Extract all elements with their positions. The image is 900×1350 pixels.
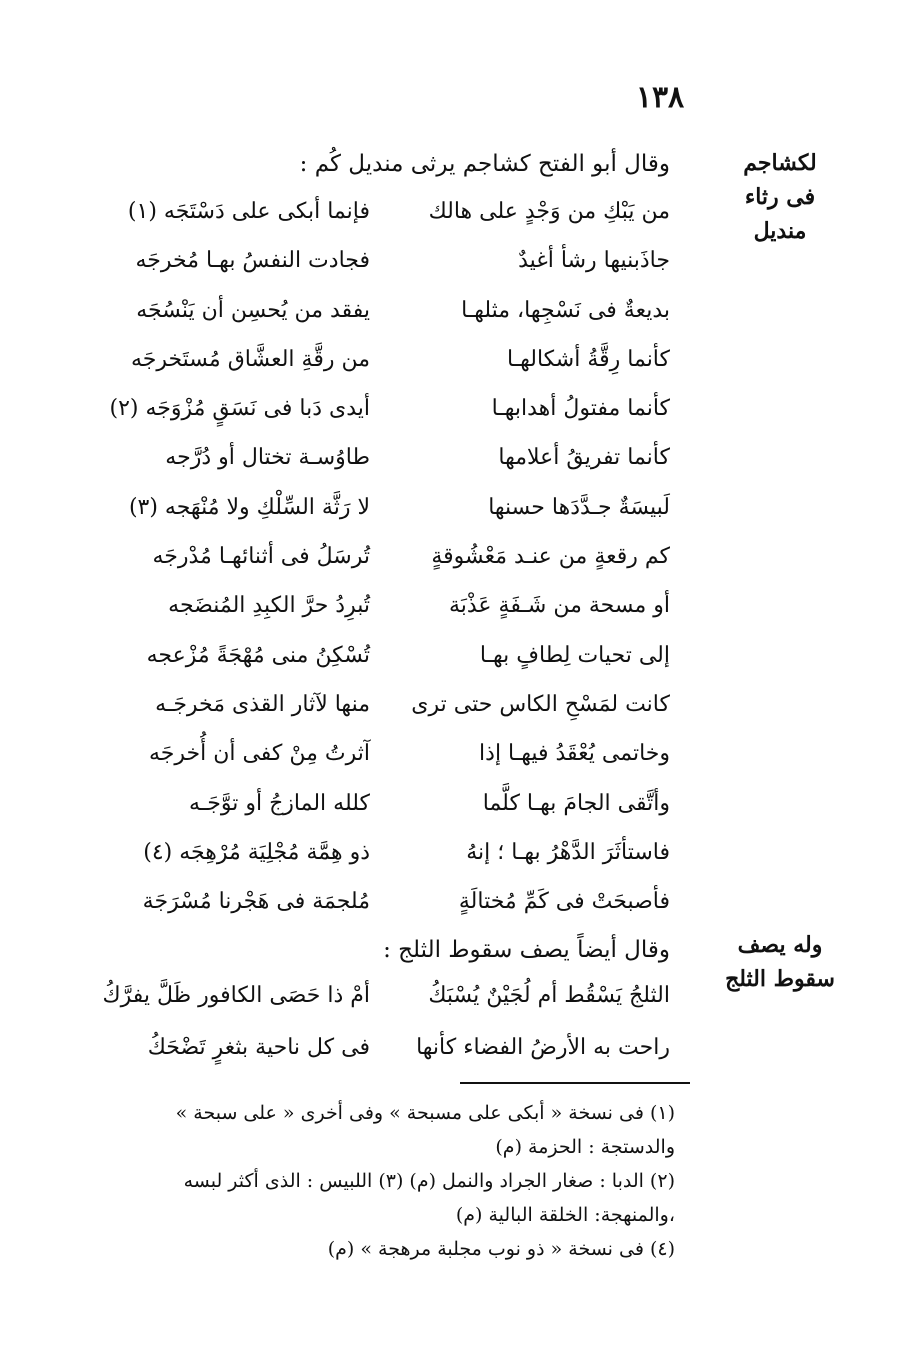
verse-line [110,196,670,245]
verse-second-hemistich: أيدى دَبا فى نَسَقٍ مُزْوَجَه (٢) [109,396,370,422]
margin-note-line: فى رثاء [744,184,816,210]
verse-second-hemistich: فإنما أبكى على دَسْتَجَه (١) [127,199,370,224]
margin-note-kushajim [720,146,840,248]
verse-second-hemistich: أمْ ذا حَصَى الكافور ظَلَّ يفرَّكُ [102,983,370,1008]
page-number: ١٣٨ [635,80,685,115]
verse-line [110,788,670,837]
verse-first-hemistich: كأنما رِقَّةُ أشكالهـا [506,346,670,372]
verse-first-hemistich: كم رقعةٍ من عنـد مَعْشُوقةٍ [431,544,670,570]
verse-line [102,980,670,1032]
footnote-2-3: (٢) الدبا : صغار الجراد والنمل (م) (٣) اللبيس : الذى أكثر لبسه ،والمنهجة: الخلقة البالية (م) [183,1170,675,1226]
section2-intro: وقال أيضاً يصف سقوط الثلج : [383,937,670,963]
poem-handkerchief-elegy [110,196,670,935]
verse-line [110,886,670,935]
verse-line [110,689,670,738]
verse-second-hemistich: كلله المازجُ أو توَّجَـه [189,790,370,816]
margin-note-line: منديل [753,218,807,244]
margin-note-line: سقوط الثلج [725,966,835,992]
verse-first-hemistich: أو مسحة من شَـفَةٍ عَذْبَة [448,593,670,619]
verse-first-hemistich: وخاتمى يُعْقَدُ فيهـا إذا [479,741,670,767]
verse-second-hemistich: يفقد من يُحسِن أن يَنْسُجَه [136,297,370,323]
verse-first-hemistich: فاستأثَرَ الدَّهْرُ بهـا ؛ إنهُ [466,839,670,865]
verse-first-hemistich: الثلجُ يَسْقُط أم لُجَيْنٌ يُسْبَكُ [428,983,670,1008]
verse-second-hemistich: ذو هِمَّة مُجْلِيَة مُرْهِجَه (٤) [143,839,370,865]
verse-line [110,393,670,442]
verse-line [110,590,670,639]
verse-first-hemistich: إلى تحيات لِطافٍ بهـا [479,642,670,668]
verse-line [110,837,670,886]
footnotes [105,1096,675,1266]
verse-line [110,492,670,541]
footnote-1: (١) فى نسخة « أبكى على مسبحة » وفى أخرى « على سبحة » والدستجة : الحزمة (م) [175,1102,675,1158]
verse-second-hemistich: لا رَثَّة السِّلْكِ ولا مُنْهَجه (٣) [128,494,370,520]
verse-first-hemistich: من يَبْكِ من وَجْدٍ على هالك [428,199,670,224]
verse-second-hemistich: تُرسَلُ فى أثنائهـا مُدْرجَه [152,544,370,570]
margin-note-line: لكشاجم [743,150,817,176]
verse-line [110,1032,670,1084]
footnote-4: (٤) فى نسخة « ذو نوب مجلبة مرهجة » (م) [327,1238,675,1260]
verse-second-hemistich: آثرتُ مِنْ كفى أن أُخرجَه [148,741,370,767]
verse-first-hemistich: بديعةٌ فى نَسْجِها، مثلهـا [461,297,670,323]
verse-first-hemistich: كانت لمَسْحِ الكاس حتى ترى [411,691,670,717]
verse-second-hemistich: منها لآثار القذى مَخرجَـه [155,691,370,717]
verse-first-hemistich: جاذَبنيها رشأ أغيدٌ [518,248,670,274]
verse-line [110,245,670,294]
poem-snowfall [102,980,670,1084]
verse-first-hemistich: كأنما مفتولُ أهدابهـا [491,396,670,422]
verse-second-hemistich: من رقَّةِ العشَّاق مُستَخرجَه [130,346,370,372]
verse-line [110,738,670,787]
verse-second-hemistich: مُلجمَة فى هَجْرنا مُسْرَجَة [142,889,370,915]
verse-line [110,541,670,590]
verse-first-hemistich: لَبيسَةٌ جـدَّدَها حسنها [488,494,670,520]
verse-first-hemistich: وأتَّقى الجامَ بهـا كلَّما [482,790,670,816]
margin-note-line: وله يصف [737,932,823,958]
verse-line [110,295,670,344]
verse-line [110,344,670,393]
verse-second-hemistich: طاوُسـة تختال أو دُرَّجه [165,445,370,471]
footnote-separator [460,1082,690,1084]
verse-second-hemistich: تُسْكِنُ منى مُهْجَةً مُزْعجه [146,642,370,668]
margin-note-snowfall [720,928,840,996]
verse-second-hemistich: فجادت النفسُ بهـا مُخرجَه [135,248,370,274]
verse-line [110,640,670,689]
verse-second-hemistich: تُبرِدُ حرَّ الكبِدِ المُنضَجه [168,593,370,619]
verse-first-hemistich: فأصبحَتْ فى كَمِّ مُختالَةٍ [458,889,670,915]
verse-line [110,442,670,491]
verse-second-hemistich: فى كل ناحية بثغرٍ تَضْحَكُ [147,1035,370,1060]
section1-intro: وقال أبو الفتح كشاجم يرثى منديل كُم : [299,151,670,177]
verse-first-hemistich: كأنما تفريقُ أعلامها [498,445,670,471]
verse-first-hemistich: راحت به الأرضُ الفضاء كأنها [416,1035,670,1060]
